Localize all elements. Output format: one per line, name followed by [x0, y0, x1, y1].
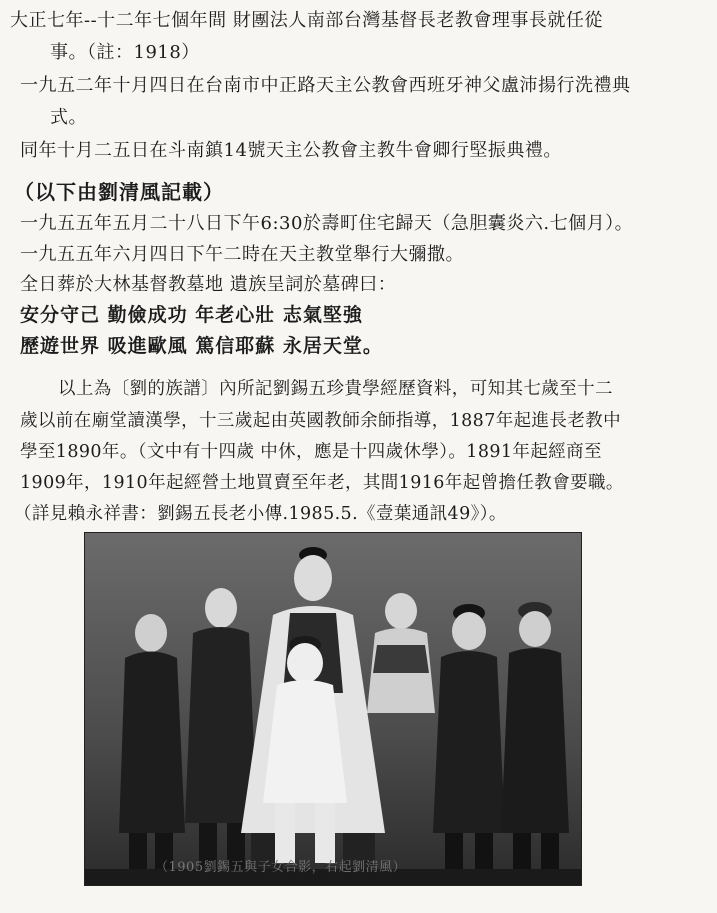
entry-line: 同年十月二五日在斗南鎮14號天主公教會主教牛會卿行堅振典禮。 [20, 140, 562, 161]
epitaph-line: 安分守己 勤儉成功 年老心壯 志氣堅強 [20, 304, 363, 326]
paragraph-line: 歲以前在廟堂讀漢學，十三歲起由英國教師余師指導，1887年起進長老教中 [20, 411, 622, 431]
paragraph-line: 學至1890年。（文中有十四歲 中休，應是十四歲休學）。1891年起經商至 [20, 442, 602, 462]
section-line: 全日葬於大林基督教墓地 遺族呈詞於墓碑曰： [20, 274, 397, 295]
epitaph-line: 歷遊世界 吸進歐風 篤信耶蘇 永居天堂。 [20, 335, 383, 357]
entry-line: 一九五二年十月四日在台南市中正路天主公教會西班牙神父盧沛揚行洗禮典 [20, 75, 631, 96]
photo-caption: （1905劉錫五與子女合影，右起劉清風） [155, 860, 407, 875]
family-photo [84, 532, 582, 886]
entry-line: 大正七年--十二年七個年間 財團法人南部台灣基督長老教會理事長就任從 [10, 10, 603, 31]
section-heading: （以下由劉清風記載） [14, 180, 224, 204]
section-line: 一九五五年五月二十八日下午6:30於壽町住宅歸天（急胆囊炎六.七個月）。 [20, 213, 634, 234]
entry-line: 式。 [50, 107, 87, 128]
family-photo-illustration [85, 533, 581, 885]
paragraph-line: 1909年，1910年起經營土地買賣至年老，其間1916年起曾擔任教會要職。 [20, 473, 624, 493]
paragraph-line: （詳見賴永祥書：劉錫五長老小傳.1985.5.《壹葉通訊49》）。 [14, 504, 507, 524]
entry-line: 事。（註：1918） [50, 42, 200, 63]
paragraph-line: 以上為〔劉的族譜〕內所記劉錫五珍貴學經歷資料，可知其七歲至十二 [58, 379, 613, 399]
section-line: 一九五五年六月四日下午二時在天主教堂舉行大彌撒。 [20, 244, 464, 265]
